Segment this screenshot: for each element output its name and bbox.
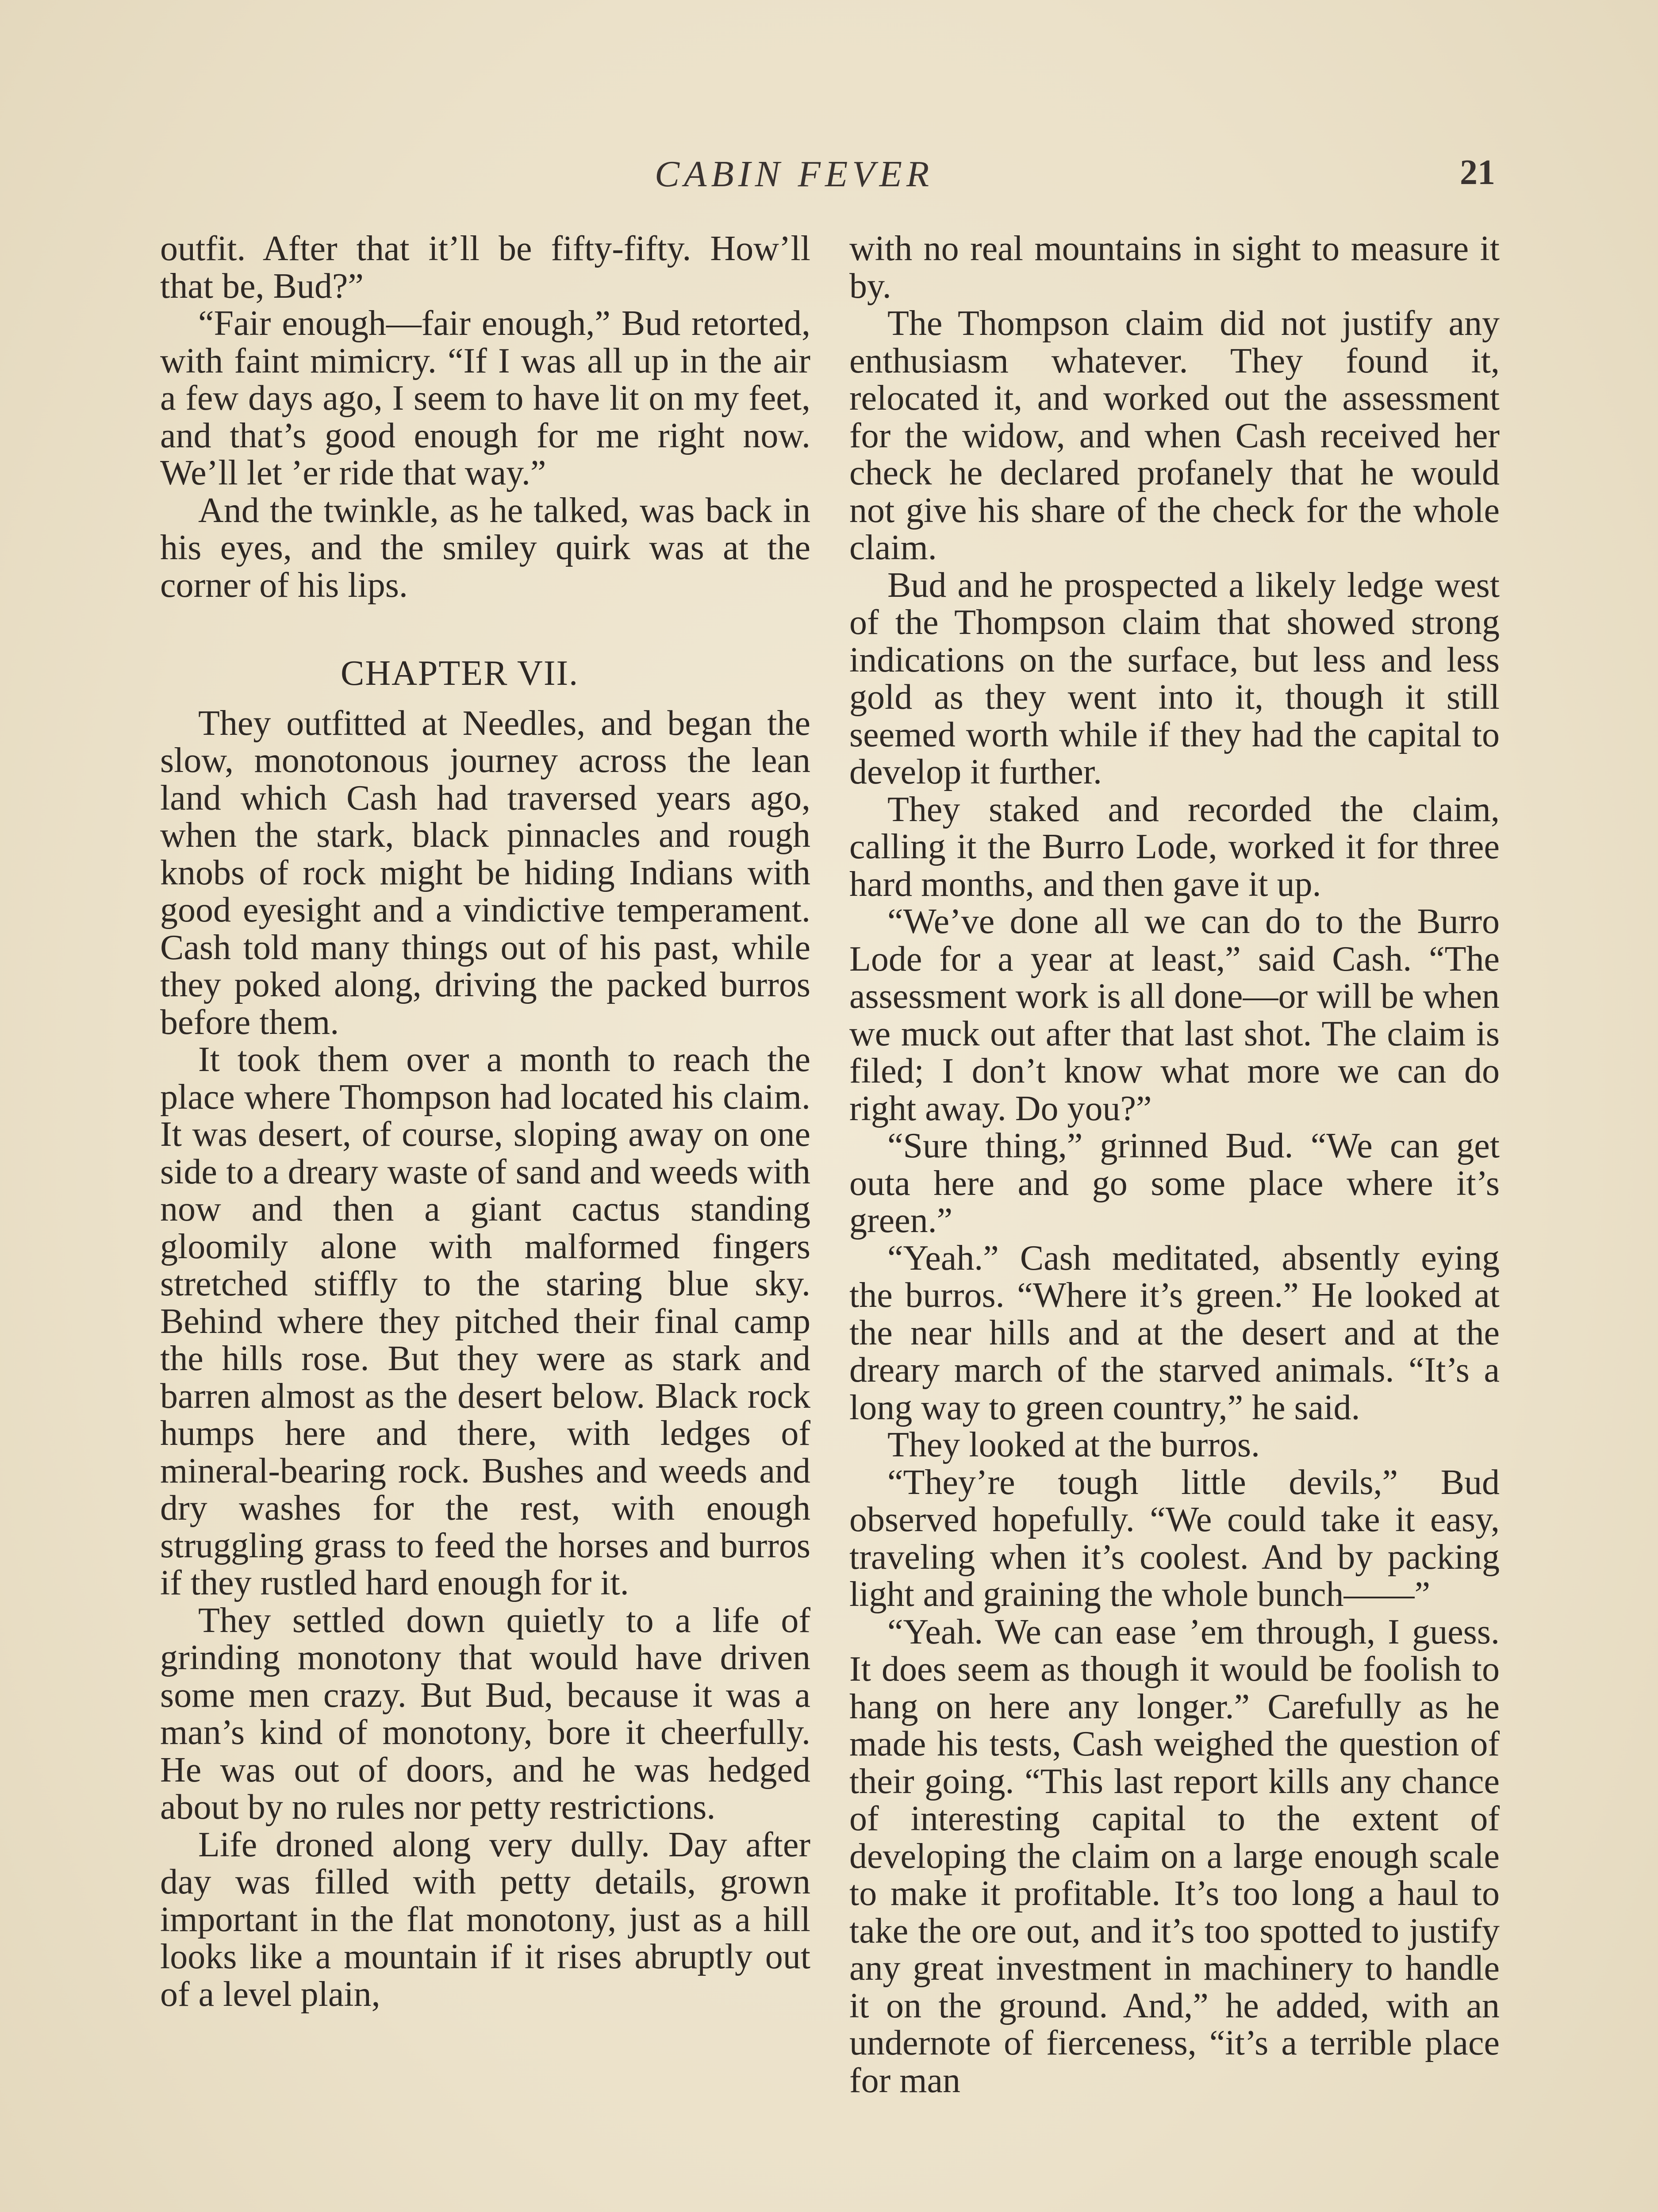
paragraph: outfit. After that it’ll be fifty-fifty. How’ll that be, Bud?” — [160, 229, 810, 306]
chapter-heading: CHAPTER VII. — [341, 654, 579, 693]
paragraph: “Fair enough—fair enough,” Bud retorted, with faint mimicry. “If I was all up in the air a few days ago, I seem to have lit on my feet, and that’s good enough for me right now. We’ll let ’er ride that way.” — [160, 304, 810, 492]
paragraph: They outfitted at Needles, and began the slow, monotonous journey across the lean land which Cash had traversed years ago, when the stark, black pinnacles and rough knobs of rock might be hiding Indians with good eyesight and a vindictive temperament. Cash told many things out of his past, while they poked along, driving the packed burros before them. — [160, 703, 810, 1042]
paragraph: Life droned along very dully. Day after day was filled with petty details, grown important in the flat monotony, just as a hill looks like a mountain if it rises abruptly out of a level plain, — [160, 1825, 810, 2014]
running-title: CABIN FEVER — [655, 154, 934, 195]
paragraph: They looked at the burros. — [887, 1425, 1260, 1464]
paragraph: “Yeah.” Cash meditated, absently eying the burros. “Where it’s green.” He looked at the near hills and at the desert and at the dreary march of the starved animals. “It’s a long way to green country,” he said. — [849, 1238, 1500, 1427]
paragraph: Bud and he prospected a likely ledge west of the Thompson claim that showed strong indications on the surface, but less and less gold as they went into it, though it still seemed worth while if they had the capital to develop it further. — [849, 565, 1500, 791]
paragraph: “Yeah. We can ease ’em through, I guess. It does seem as though it would be foolish to hang on here any longer.” Carefully as he made his tests, Cash weighed the question of their going. “This last report kills any chance of interesting capital to the extent of developing the claim on a large enough scale to make it profitable. It’s too long a haul to take the ore out, and it’s too spotted to justify any great investment in machinery to handle it on the ground. And,” he added, with an undernote of fierceness, “it’s a terrible place for man — [849, 1612, 1500, 2100]
paragraph: It took them over a month to reach the place where Thompson had located his claim. It was desert, of course, sloping away on one side to a dreary waste of sand and weeds with now and then a giant cactus standing gloomily alone with malformed fingers stretched stiffly to the staring blue sky. Behind where they pitched their final camp the hills rose. But they were as stark and barren almost as the desert below. Black rock humps here and there, with ledges of mineral-bearing rock. Bushes and weeds and dry washes for the rest, with enough struggling grass to feed the horses and burros if they rustled hard enough for it. — [160, 1040, 810, 1602]
paragraph: “We’ve done all we can do to the Burro Lode for a year at least,” said Cash. “The assessment work is all done—or will be when we muck out after that last shot. The claim is filed; I don’t know what more we can do right away. Do you?” — [849, 902, 1500, 1128]
paragraph: “Sure thing,” grinned Bud. “We can get outa here and go some place where it’s green.” — [849, 1126, 1500, 1240]
paragraph: The Thompson claim did not justify any enthusiasm whatever. They found it, relocated it, and worked out the assessment for the widow, and when Cash received her check he declared profanely that he would not give his share of the check for the whole claim. — [849, 304, 1500, 567]
paragraph: And the twinkle, as he talked, was back in his eyes, and the smiley quirk was at the corner of his lips. — [160, 491, 810, 605]
paragraph: They settled down quietly to a life of grinding monotony that would have driven some men crazy. But Bud, because it was a man’s kind of monotony, bore it cheerfully. He was out of doors, and he was hedged about by no rules nor petty restrictions. — [160, 1601, 810, 1827]
paragraph: “They’re tough little devils,” Bud observed hopefully. “We could take it easy, traveling when it’s coolest. And by packing light and graining the whole bunch——” — [849, 1463, 1500, 1614]
paragraph: with no real mountains in sight to measure it by. — [849, 229, 1500, 306]
page-header — [0, 153, 1658, 206]
paragraph: They staked and recorded the claim, calling it the Burro Lode, worked it for three hard months, and then gave it up. — [849, 790, 1500, 904]
page-number: 21 — [1460, 153, 1495, 192]
right-column — [849, 230, 1500, 2099]
left-column — [160, 230, 810, 2013]
